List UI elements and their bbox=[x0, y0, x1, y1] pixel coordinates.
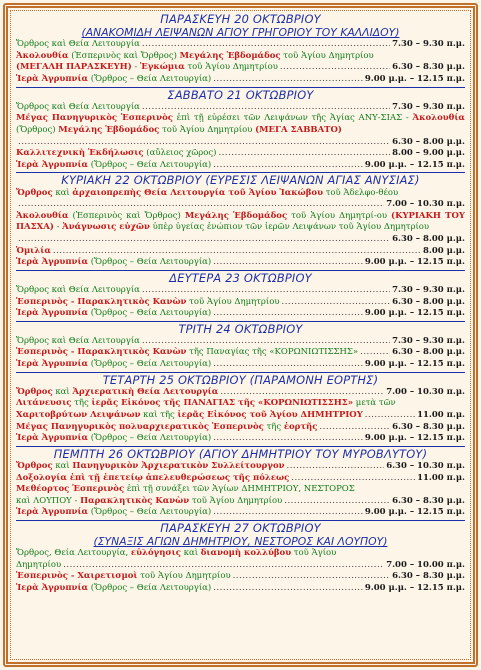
service-time: 9.00 μ.μ. – 12.15 π.μ. bbox=[364, 507, 465, 518]
service-label bbox=[16, 433, 211, 445]
text-fragment: (Ὄρθρος – Θεία Λειτουργία) bbox=[88, 433, 212, 444]
service-time: 6.30 – 8.30 μ.μ. bbox=[392, 62, 465, 73]
text-fragment: Μεγάλης Ἑβδομάδος bbox=[58, 124, 160, 135]
text-fragment: καὶ τῆς bbox=[140, 410, 178, 421]
schedule-row bbox=[16, 398, 465, 410]
text-fragment: - bbox=[131, 62, 141, 73]
schedule-row bbox=[16, 347, 465, 359]
service-label: Ὄρθρος καὶ Θεία Λειτουργία bbox=[16, 335, 140, 346]
dot-leader bbox=[213, 308, 363, 320]
text-fragment: τοῦ Ἁγίου Δημητρίου bbox=[186, 296, 280, 307]
dot-leader bbox=[213, 160, 363, 172]
service-time: 6.30 – 8.00 μ.μ. bbox=[392, 233, 465, 244]
text-fragment: Ἑσπερινὸς - Παρακλητικὸς Κανὼν bbox=[16, 296, 187, 307]
text-fragment: (Ὄρθρος – Θεία Λειτουργία) bbox=[88, 257, 212, 268]
text-fragment: τῆς Παναγίας τῆς «ΚΟΡΩΝΙΩΤΙΣΣΗΣ» bbox=[186, 347, 359, 358]
dot-leader bbox=[360, 347, 390, 359]
text-fragment: τοῦ Ἁγίου Δημητρίου bbox=[189, 495, 283, 506]
dot-leader bbox=[233, 571, 390, 583]
text-fragment: Μεγάλης Ἑβδομάδος bbox=[184, 210, 288, 221]
dot-leader bbox=[280, 62, 390, 74]
day-heading: ΤΕΤΑΡΤΗ 25 ΟΚΤΩΒΡΙΟΥ (ΠΑΡΑΜΟΝΗ ΕΟΡΤΗΣ) bbox=[102, 372, 379, 387]
dot-leader bbox=[365, 410, 415, 422]
service-time: 11.00 π.μ. bbox=[417, 410, 465, 421]
text-fragment: ἱερᾶς Εἰκόνος τῆς ΠΑΝΑΓΙΑΣ τῆς «ΚΟΡΩΝΙΩΤΙΣΣΗΣ» bbox=[91, 398, 354, 409]
schedule-row bbox=[16, 39, 465, 51]
dot-leader bbox=[284, 496, 390, 508]
text-fragment: Ἱερὰ Ἀγρυπνία bbox=[16, 308, 89, 319]
day-heading: ΠΕΜΠΤΗ 26 ΟΚΤΩΒΡΙΟΥ (ΑΓΙΟΥ ΔΗΜΗΤΡΙΟΥ ΤΟΥ ΜΥΡΟΒΛΥΤΟΥ) bbox=[53, 446, 428, 461]
text-fragment: τοῦ Ἁγίου Δημητρίου bbox=[184, 62, 278, 73]
text-fragment: Ἑσπερινὸς - Χαιρετισμοὶ bbox=[16, 571, 138, 582]
text-fragment: καὶ bbox=[52, 461, 73, 472]
text-fragment: (Ὄρθρος – Θεία Λειτουργία) bbox=[88, 159, 212, 170]
service-time: 6.30 – 8.30 μ.μ. bbox=[392, 421, 465, 432]
text-fragment: Ἀκολουθία bbox=[16, 50, 69, 61]
text-fragment: Μεθέορτος Ἑσπερινὸς bbox=[16, 484, 125, 495]
service-label bbox=[16, 548, 336, 560]
text-fragment: Πανηγυρικὸν Ἀρχιερατικὸν Συλλείτουργον bbox=[72, 461, 285, 472]
service-label: Ὄρθρος καὶ Θεία Λειτουργία bbox=[16, 39, 140, 50]
schedule-row bbox=[16, 336, 465, 348]
dot-leader bbox=[142, 285, 390, 297]
dot-leader bbox=[18, 137, 390, 149]
day-heading: ΠΑΡΑΣΚΕΥΗ 27 ΟΚΤΩΒΡΙΟΥ bbox=[160, 521, 321, 536]
service-time: 6.30 – 8.30 μ.μ. bbox=[392, 495, 465, 506]
service-label bbox=[16, 571, 231, 583]
service-label bbox=[16, 347, 358, 359]
day-heading: ΔΕΥΤΕΡΑ 23 ΟΚΤΩΒΡΙΟΥ bbox=[169, 270, 312, 285]
day-heading: ΤΡΙΤΗ 24 ΟΚΤΩΒΡΙΟΥ bbox=[178, 321, 303, 336]
text-fragment: Ὄρθρος bbox=[16, 461, 53, 472]
schedule-row bbox=[16, 422, 465, 434]
schedule-paragraph bbox=[16, 113, 465, 136]
text-fragment: (Ὄρθρος – Θεία Λειτουργία) bbox=[88, 73, 212, 84]
schedule-row bbox=[16, 74, 465, 86]
text-fragment: ἱερᾶς Εἰκόνος τοῦ Ἁγίου ΔΗΜΗΤΡΙΟΥ bbox=[177, 410, 363, 421]
text-fragment: (Ὄρθρος – Θεία Λειτουργία) bbox=[88, 308, 212, 319]
text-fragment: καὶ bbox=[180, 548, 201, 559]
service-label: Ὁμιλία bbox=[16, 245, 51, 256]
dot-leader bbox=[142, 336, 390, 348]
day-heading: ΠΑΡΑΣΚΕΥΗ 20 ΟΚΤΩΒΡΙΟΥ bbox=[160, 12, 321, 26]
text-fragment: Μεγάλης Ἑβδομάδος bbox=[179, 50, 281, 61]
text-fragment: Ἀρχιερατικὴ Θεία Λειτουργία bbox=[72, 386, 219, 397]
service-time: 7.00 – 10.30 π.μ. bbox=[386, 386, 465, 397]
service-label bbox=[16, 160, 211, 172]
dot-leader bbox=[213, 433, 363, 445]
service-time: 9.00 μ.μ. – 12.15 π.μ. bbox=[364, 308, 465, 319]
service-time: 7.30 – 9.30 π.μ. bbox=[392, 101, 465, 112]
schedule-row bbox=[16, 473, 465, 485]
service-time: 6.30 – 8.00 μ.μ. bbox=[392, 296, 465, 307]
service-time: 8.00 μ.μ. bbox=[422, 245, 465, 256]
text-fragment: (ΜΕΓΑ ΣΑΒΒΑΤΟ) bbox=[255, 124, 342, 135]
dot-leader bbox=[18, 234, 390, 246]
schedule-row bbox=[16, 285, 465, 297]
text-fragment: Ἱερὰ Ἀγρυπνία bbox=[16, 359, 89, 370]
service-label: Ὄρθρος καὶ Θεία Λειτουργία bbox=[16, 101, 140, 112]
service-label: Ὄρθρος καὶ Θεία Λειτουργία bbox=[16, 284, 140, 295]
schedule-paragraph bbox=[16, 188, 465, 200]
schedule-row bbox=[16, 234, 465, 246]
schedule-row bbox=[16, 359, 465, 371]
service-label bbox=[16, 496, 282, 508]
text-fragment: Παρακλητικὸς Κανὼν bbox=[80, 495, 190, 506]
text-fragment: Μέγας Πανηγυρικὸς Ἑσπερινὸς bbox=[16, 113, 173, 124]
service-time: 6.30 – 8.00 μ.μ. bbox=[392, 347, 465, 358]
schedule-row bbox=[16, 484, 465, 496]
service-time: 9.00 μ.μ. – 12.15 π.μ. bbox=[364, 359, 465, 370]
text-fragment: (Ἑσπερινὸς καὶ Ὄρθρος) bbox=[68, 210, 185, 221]
text-fragment: - bbox=[53, 222, 63, 233]
service-label bbox=[16, 297, 280, 309]
schedule-row bbox=[16, 433, 465, 445]
text-fragment: ἐπὶ τῇ εὑρέσει τῶν Λειψάνων τῆς Ἁγίας ΑΝΥ-ΣΙΑΣ - bbox=[172, 113, 413, 124]
service-label bbox=[16, 308, 211, 320]
service-label bbox=[16, 387, 218, 399]
schedule-row bbox=[16, 51, 465, 63]
service-label: Δοξολογία ἐπὶ τῇ ἐπετείῳ ἀπελευθερώσεως τῆς πόλεως bbox=[16, 472, 290, 483]
dot-leader bbox=[219, 148, 391, 160]
service-time: 9.00 μ.μ. – 12.15 π.μ. bbox=[364, 583, 465, 593]
service-time: 9.00 μ.μ. – 12.15 π.μ. bbox=[364, 159, 465, 170]
dot-leader bbox=[220, 387, 384, 399]
service-time: 7.00 – 10.30 π.μ. bbox=[386, 199, 465, 210]
text-fragment: Λιτάνευσις bbox=[16, 398, 72, 409]
text-fragment: τοῦ Ἁγίου Δημητρίου bbox=[159, 124, 256, 135]
text-fragment: Ἱερὰ Ἀγρυπνία bbox=[16, 433, 89, 444]
service-label bbox=[16, 148, 217, 160]
text-fragment: ἀρχαιοπρεπὴς Θεία Λειτουργία τοῦ Ἁγίου Ἰακώβου bbox=[72, 187, 323, 198]
day-subtitle: (ΣΥΝΑΞΙΣ ΑΓΙΩΝ ΔΗΜΗΤΡΙΟΥ, ΝΕΣΤΟΡΟΣ ΚΑΙ ΛΟΥΠΟΥ) bbox=[93, 535, 388, 549]
text-fragment: τοῦ Ἁγίου Δημητρίου bbox=[137, 571, 231, 582]
schedule-row bbox=[16, 62, 465, 74]
service-label bbox=[16, 410, 363, 422]
dot-leader bbox=[213, 74, 363, 86]
text-fragment: (Ὄρθρος – Θεία Λειτουργία) bbox=[88, 359, 212, 370]
service-time: 6.30 – 8.30 μ.μ. bbox=[392, 571, 465, 582]
service-time: 7.30 – 9.30 π.μ. bbox=[392, 335, 465, 346]
dot-leader bbox=[213, 507, 363, 519]
schedule-row bbox=[16, 308, 465, 320]
text-fragment: Ἀκολουθία bbox=[16, 210, 69, 221]
service-time: 7.30 – 9.30 π.μ. bbox=[392, 284, 465, 295]
service-time: 9.00 μ.μ. – 12.15 π.μ. bbox=[364, 73, 465, 84]
dot-leader bbox=[142, 39, 390, 51]
day-heading: ΚΥΡΙΑΚΗ 22 ΟΚΤΩΒΡΙΟΥ (ΕΥΡΕΣΙΣ ΛΕΙΨΑΝΩΝ ΑΓΙΑΣ ΑΝΥΣΙΑΣ) bbox=[61, 173, 420, 188]
schedule-row bbox=[16, 246, 465, 258]
service-label bbox=[16, 359, 211, 371]
text-fragment: Ἱερὰ Ἀγρυπνία bbox=[16, 159, 89, 170]
text-fragment: ὑπὲρ ὑγείας ἐνώπιον τῶν ἱερῶν Λειψάνων τοῦ Ἁγίου Δημητρίου bbox=[149, 222, 430, 233]
schedule-row bbox=[16, 199, 465, 211]
text-fragment: τῆς bbox=[263, 421, 284, 432]
text-fragment: (Ἑσπερινὸς καὶ Ὄρθρος) bbox=[68, 50, 180, 61]
text-fragment: Ἑσπερινὸς - Παρακλητικὸς Κανὼν bbox=[16, 347, 187, 358]
day-subtitle: (ΑΝΑΚΟΜΙΔΗ ΛΕΙΨΑΝΩΝ ΑΓΙΟΥ ΓΡΗΓΟΡΙΟΥ ΤΟΥ ΚΑΛΛΙΔΟΥ) bbox=[81, 26, 400, 40]
text-fragment: τοῦ Ἀδελφο-θέου bbox=[323, 187, 399, 198]
dot-leader bbox=[213, 583, 363, 595]
text-fragment: Ὄρθρος bbox=[16, 187, 53, 198]
text-fragment: εὐλόγησις bbox=[130, 548, 181, 559]
dot-leader bbox=[282, 297, 391, 309]
schedule-row bbox=[16, 496, 465, 508]
text-fragment: Χαριτοβρύτων Λειψάνων bbox=[16, 410, 141, 421]
text-fragment: (Ὄρθρος – Θεία Λειτουργία) bbox=[88, 507, 212, 518]
dot-leader bbox=[287, 461, 385, 473]
text-fragment: Ἱερὰ Ἀγρυπνία bbox=[16, 507, 89, 518]
schedule-row bbox=[16, 297, 465, 309]
dot-leader bbox=[18, 199, 384, 211]
service-label bbox=[16, 74, 211, 86]
service-time: 7.30 – 9.30 π.μ. bbox=[392, 39, 465, 50]
service-time: 6.30 – 8.00 μ.μ. bbox=[392, 136, 465, 147]
text-fragment: καὶ ΛΟΥΠΟΥ - bbox=[16, 495, 81, 506]
text-fragment: καὶ bbox=[52, 386, 73, 397]
dot-leader bbox=[319, 422, 390, 434]
service-time: 8.00 – 9.00 μ.μ. bbox=[392, 148, 465, 159]
service-label: Δημητρίου bbox=[16, 559, 62, 570]
service-label bbox=[16, 507, 211, 519]
text-fragment: Ἀκολουθία bbox=[412, 113, 465, 124]
schedule-row bbox=[16, 507, 465, 519]
service-label bbox=[16, 422, 317, 434]
schedule-content bbox=[16, 13, 465, 595]
text-fragment: (Ὄρθρος – Θεία Λειτουργία) bbox=[88, 583, 212, 593]
text-fragment: διανομὴ κολλύβου bbox=[200, 548, 292, 559]
text-fragment: Ὄρθρος, Θεία Λειτουργία, bbox=[16, 548, 131, 559]
schedule-row bbox=[16, 461, 465, 473]
schedule-row bbox=[16, 560, 465, 572]
text-fragment: (Ὄρθρος) bbox=[16, 124, 59, 135]
service-time: 6.30 – 10.30 π.μ. bbox=[386, 461, 465, 472]
text-fragment: ἐπὶ τῇ συνάξει τῶν Ἁγίων ΔΗΜΗΤΡΙΟΥ, ΝΕΣΤΟΡΟΣ bbox=[124, 484, 355, 495]
text-fragment: (ΜΕΓΑΛΗ ΠΑΡΑΣΚΕΥΗ) bbox=[16, 62, 132, 73]
dot-leader bbox=[213, 257, 363, 269]
day-heading: ΣΑΒΒΑΤΟ 21 ΟΚΤΩΒΡΙΟΥ bbox=[167, 87, 314, 102]
text-fragment: Ἱερὰ Ἀγρυπνία bbox=[16, 73, 89, 84]
service-label bbox=[16, 461, 285, 473]
service-label bbox=[16, 51, 374, 63]
dot-leader bbox=[213, 359, 363, 371]
text-fragment: Μέγας Πανηγυρικὸς πολυαρχιερατικὸς Ἑσπερινὸς bbox=[16, 421, 264, 432]
dot-leader bbox=[142, 102, 390, 114]
text-fragment: Ἀνάγνωσις εὐχῶν bbox=[62, 222, 150, 233]
service-time: 11.00 π.μ. bbox=[417, 472, 465, 483]
text-fragment: Ἱερὰ Ἀγρυπνία bbox=[16, 257, 89, 268]
text-fragment: τοῦ Ἁγίου Δημητρί-ου bbox=[287, 210, 392, 221]
text-fragment: μετὰ τῶν bbox=[353, 398, 396, 409]
text-fragment: ἑορτῆς bbox=[283, 421, 318, 432]
service-label bbox=[16, 583, 211, 595]
service-time: 9.00 μ.μ. – 12.15 π.μ. bbox=[364, 257, 465, 268]
service-label bbox=[16, 484, 355, 496]
schedule-row bbox=[16, 571, 465, 583]
schedule-row bbox=[16, 583, 465, 595]
text-fragment: τοῦ Ἁγίου bbox=[291, 548, 337, 559]
dot-leader bbox=[291, 473, 415, 485]
text-fragment: Ἱερὰ Ἀγρυπνία bbox=[16, 583, 89, 593]
schedule-row bbox=[16, 137, 465, 149]
dot-leader bbox=[63, 560, 384, 572]
service-time: 7.00 – 10.00 π.μ. bbox=[386, 559, 465, 570]
text-fragment: Καλλιτεχνικὴ Ἐκδήλωσις bbox=[16, 148, 144, 159]
text-fragment: Ὄρθρος bbox=[16, 386, 53, 397]
text-fragment: τῆς bbox=[71, 398, 92, 409]
schedule-paragraph bbox=[16, 211, 465, 234]
text-fragment: (ΚΥΡΙΑΚΗ ΤΟΥ ΠΑΣΧΑ) bbox=[16, 210, 465, 233]
text-fragment: τοῦ Ἁγίου Δημητρίου bbox=[280, 50, 374, 61]
text-fragment: (αὔλειος χῶρος) bbox=[143, 148, 217, 159]
schedule-row bbox=[16, 148, 465, 160]
schedule-row bbox=[16, 410, 465, 422]
schedule-row bbox=[16, 548, 465, 560]
schedule-row bbox=[16, 387, 465, 399]
dot-leader bbox=[53, 246, 421, 258]
schedule-row bbox=[16, 257, 465, 269]
service-time: 9.00 μ.μ. – 12.15 π.μ. bbox=[364, 433, 465, 444]
service-label bbox=[16, 62, 278, 74]
schedule-row bbox=[16, 102, 465, 114]
text-fragment: Ἐγκώμια bbox=[140, 62, 185, 73]
text-fragment: καὶ bbox=[52, 187, 73, 198]
service-label bbox=[16, 257, 211, 269]
service-label bbox=[16, 398, 396, 410]
schedule-row bbox=[16, 160, 465, 172]
